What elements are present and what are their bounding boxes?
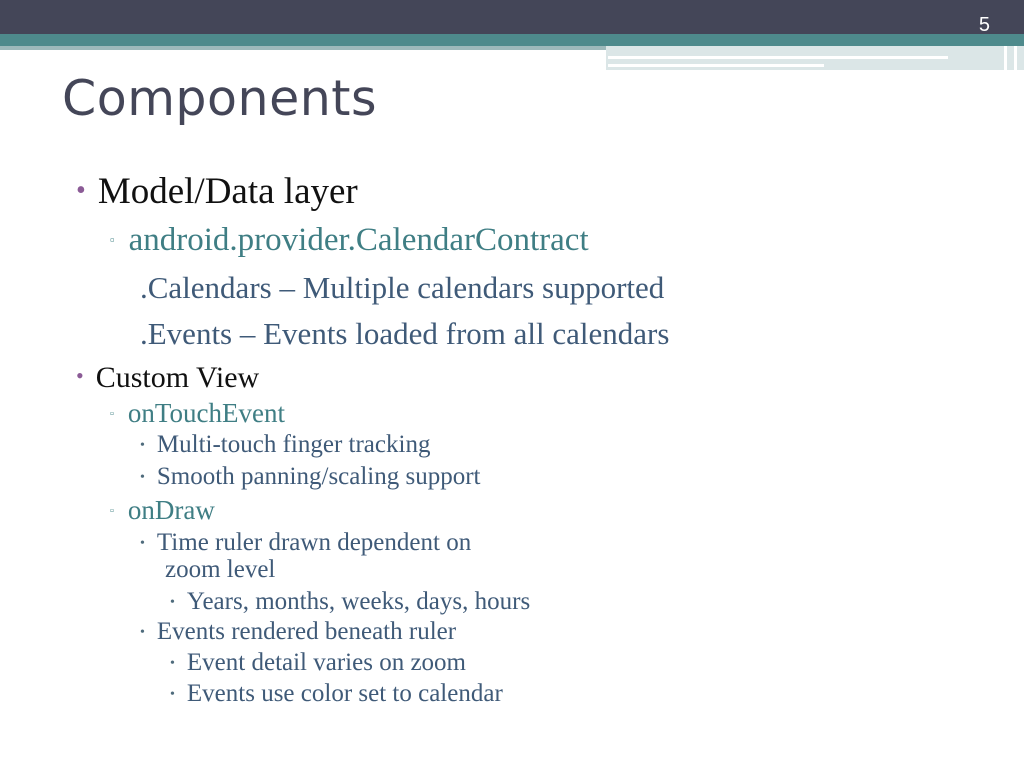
header-deco-line — [608, 56, 948, 59]
square-bullet-icon: ▫ — [110, 408, 114, 420]
bullet-text: Multi-touch finger tracking — [156, 431, 431, 458]
calendars-line: .Calendars – Multiple calendars supported — [140, 270, 665, 305]
bullet-multi-touch — [140, 431, 430, 459]
bullet-on-draw — [110, 495, 215, 526]
bullet-text: onTouchEvent — [127, 398, 285, 428]
slide-title: Components — [62, 70, 378, 127]
bullet-time-units — [170, 588, 530, 616]
bullet-model-data-layer — [76, 170, 358, 213]
bullet-on-touch-event — [110, 398, 285, 429]
bullet-text: onDraw — [127, 495, 215, 525]
bullet-smooth-panning — [140, 463, 481, 491]
bullet-custom-view — [76, 361, 259, 395]
bullet-text: Years, months, weeks, days, hours — [186, 588, 531, 615]
header-deco-tick-1 — [1004, 46, 1007, 70]
bullet-text: Events use color set to calendar — [186, 680, 503, 707]
small-bullet-icon: • — [170, 687, 175, 702]
bullet-text: Event detail varies on zoom — [186, 649, 466, 676]
small-bullet-icon: • — [140, 438, 145, 453]
header-dark-band — [0, 0, 1024, 34]
header-deco-tick-2 — [1014, 46, 1017, 70]
bullet-events-rendered — [140, 618, 456, 646]
bullet-event-detail — [170, 649, 466, 677]
bullet-dot-icon: • — [76, 363, 84, 388]
bullet-text: Custom View — [95, 361, 260, 394]
header-deco-line-2 — [608, 64, 824, 67]
small-bullet-icon: • — [140, 536, 145, 551]
bullet-calendar-contract — [110, 222, 589, 259]
bullet-text-line-1: Time ruler drawn dependent on — [156, 529, 472, 556]
header-accent-line — [0, 46, 608, 50]
square-bullet-icon: ▫ — [110, 505, 114, 517]
slide-number: 5 — [978, 14, 990, 36]
bullet-text: Model/Data layer — [97, 171, 358, 212]
small-bullet-icon: • — [170, 595, 175, 610]
header-teal-band — [0, 34, 1024, 46]
bullet-text: Smooth panning/scaling support — [156, 463, 481, 490]
bullet-dot-icon: • — [76, 175, 86, 206]
bullet-text: android.provider.CalendarContract — [128, 222, 589, 258]
bullet-events-color — [170, 680, 503, 708]
small-bullet-icon: • — [140, 470, 145, 485]
small-bullet-icon: • — [140, 625, 145, 640]
bullet-text: Events rendered beneath ruler — [156, 618, 457, 645]
bullet-time-ruler-continued: zoom level — [165, 556, 276, 583]
events-line: .Events – Events loaded from all calendars — [140, 316, 670, 351]
square-bullet-icon: ▫ — [110, 232, 115, 247]
small-bullet-icon: • — [170, 656, 175, 671]
